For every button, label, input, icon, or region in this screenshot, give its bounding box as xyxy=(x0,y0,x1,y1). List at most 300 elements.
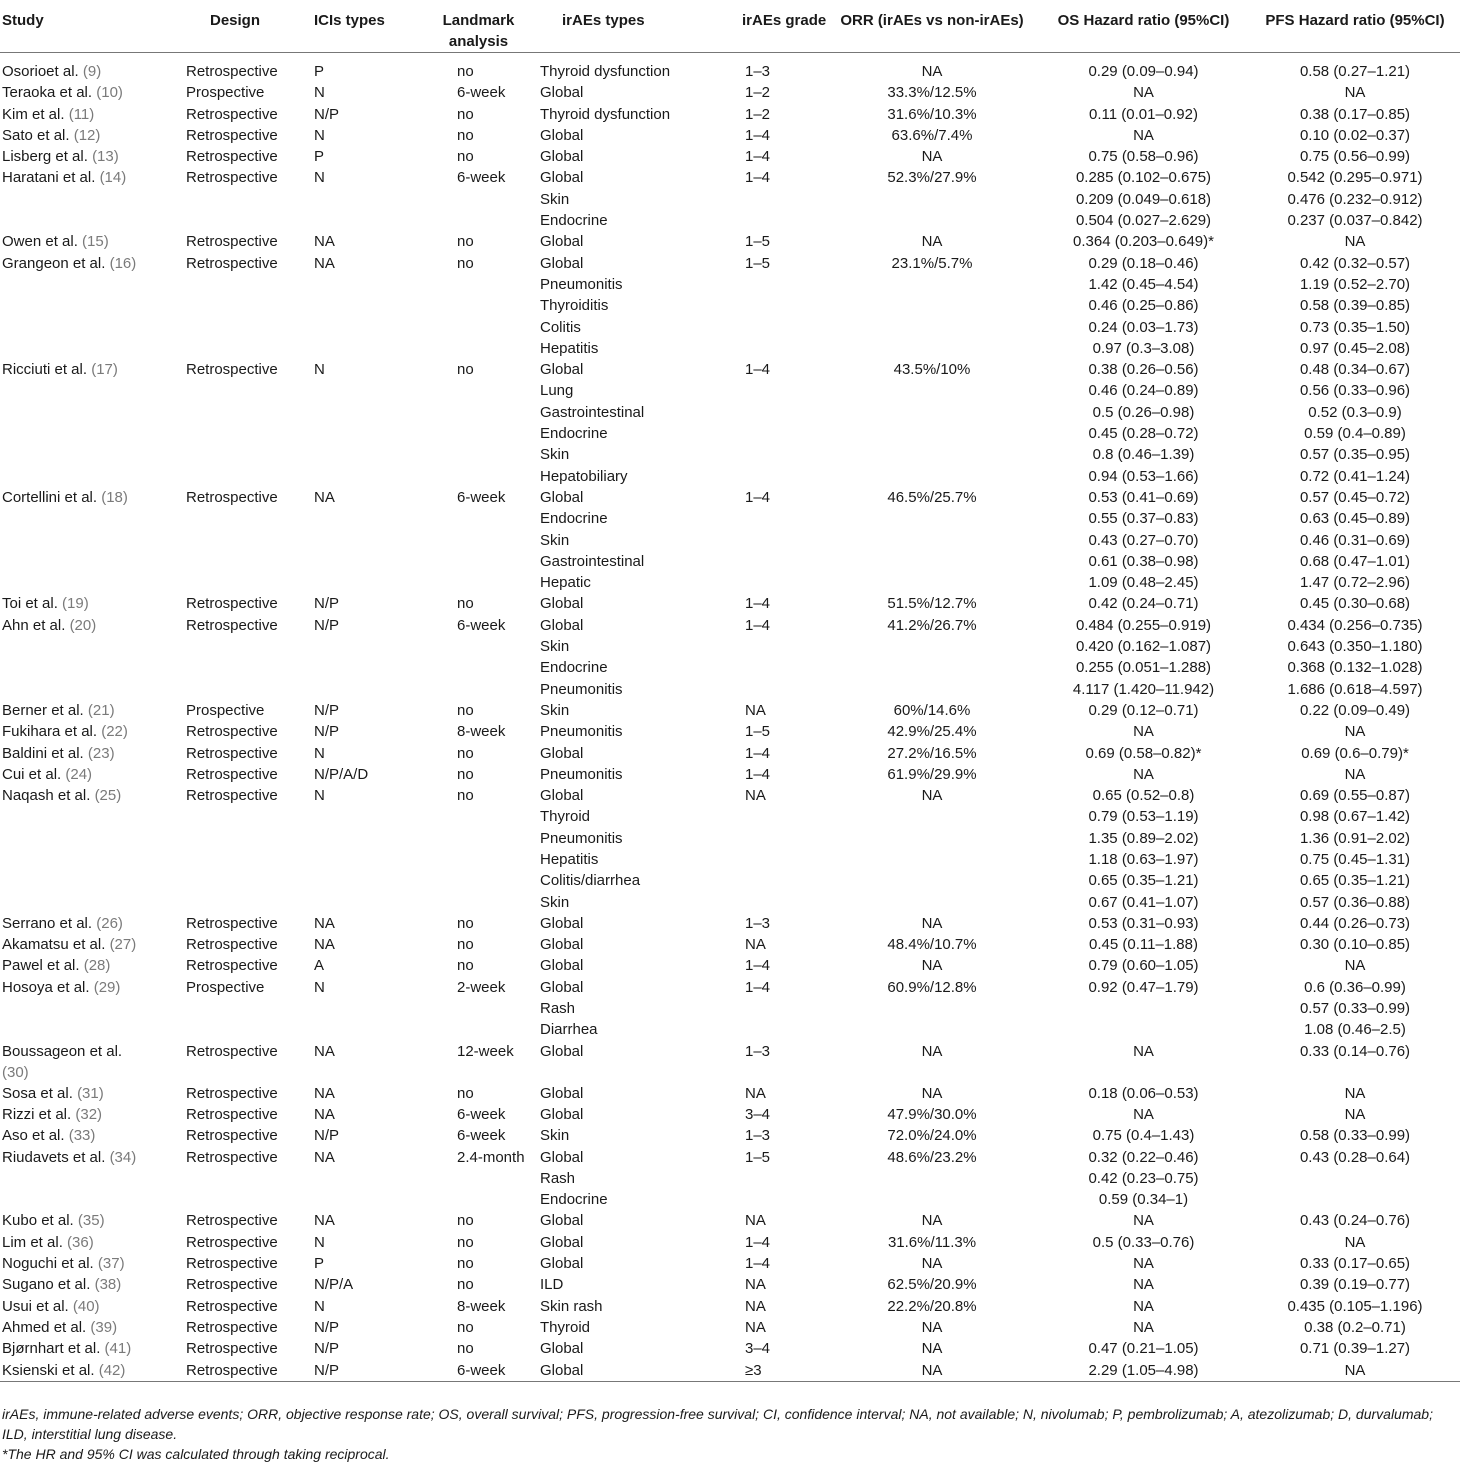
cell-landmark: 6-week xyxy=(457,1127,506,1145)
cell-icis-types: N/P xyxy=(314,1318,340,1336)
cell-os-hr: 0.29 (0.18–0.46) xyxy=(1088,254,1199,272)
cell-icis-types xyxy=(314,295,422,316)
cell-landmark xyxy=(422,849,535,870)
cell-os-hr: 0.94 (0.53–1.66) xyxy=(1088,467,1199,485)
reference-link[interactable]: (41) xyxy=(104,1340,132,1358)
reference-link[interactable]: (35) xyxy=(77,1212,105,1230)
reference-link[interactable]: (32) xyxy=(75,1105,103,1123)
reference-link[interactable]: (18) xyxy=(101,488,128,506)
cell-os-hr: NA xyxy=(1133,1042,1154,1060)
reference-link[interactable]: (34) xyxy=(109,1148,137,1166)
cell-pfs-hr: 0.98 (0.67–1.42) xyxy=(1299,808,1411,826)
cell-irae-type: Skin xyxy=(540,701,570,719)
cell-study xyxy=(0,1019,186,1040)
cell-pfs-hr: NA xyxy=(1250,1360,1460,1382)
cell-orr: 46.5%/25.7% xyxy=(887,488,977,506)
cell-icis-types xyxy=(314,210,422,231)
reference-link[interactable]: (22) xyxy=(101,723,128,741)
cell-irae-grade: 1–4 xyxy=(745,488,771,506)
cell-irae-grade: 1–4 xyxy=(745,616,771,634)
cell-pfs-hr: 0.59 (0.4–0.89) xyxy=(1304,425,1406,443)
header-study: Study xyxy=(0,0,186,53)
cell-pfs-hr: 0.434 (0.256–0.735) xyxy=(1287,616,1423,634)
study-name: Sugano et al. xyxy=(2,1276,91,1294)
table-row xyxy=(0,1168,1460,1189)
cell-irae-grade: NA xyxy=(745,1318,766,1336)
cell-irae-type: Global xyxy=(540,169,584,187)
cell-icis-types: N/P/A xyxy=(314,1276,354,1294)
cell-orr xyxy=(827,828,1037,849)
cell-design: Retrospective xyxy=(186,1340,278,1358)
cell-study xyxy=(0,913,186,934)
cell-icis-types: N/P xyxy=(314,1127,340,1145)
cell-design xyxy=(186,189,314,210)
cell-study xyxy=(0,380,186,401)
cell-os-hr: 0.46 (0.25–0.86) xyxy=(1088,297,1199,315)
cell-orr: NA xyxy=(921,148,943,166)
cell-design: Retrospective xyxy=(186,1042,278,1060)
table-row xyxy=(0,1232,1460,1253)
cell-icis-types: N xyxy=(314,1297,325,1315)
cell-design: Retrospective xyxy=(186,148,278,166)
cell-os-hr xyxy=(1037,998,1250,1019)
cell-irae-grade: 1–4 xyxy=(745,744,771,762)
table-row xyxy=(0,913,1460,934)
study-name: Ahmed et al. xyxy=(2,1318,87,1336)
cell-pfs-hr: 0.33 (0.17–0.65) xyxy=(1299,1255,1411,1273)
cell-landmark xyxy=(422,828,535,849)
cell-landmark: no xyxy=(457,701,474,719)
cell-icis-types: A xyxy=(314,957,325,975)
cell-icis-types xyxy=(314,508,422,529)
cell-design xyxy=(186,210,314,231)
cell-landmark xyxy=(422,380,535,401)
cell-orr xyxy=(827,423,1037,444)
cell-irae-grade: NA xyxy=(745,701,766,719)
cell-study xyxy=(0,210,186,231)
cell-design xyxy=(186,423,314,444)
study-name: Sosa et al. xyxy=(2,1084,73,1102)
cell-design xyxy=(186,679,314,700)
cell-pfs-hr: 0.72 (0.41–1.24) xyxy=(1299,467,1411,485)
cell-os-hr: 0.5 (0.26–0.98) xyxy=(1092,403,1195,421)
cell-irae-type: Global xyxy=(540,1148,584,1166)
study-name: Fukihara et al. xyxy=(2,723,98,741)
cell-landmark: no xyxy=(457,1212,474,1230)
cell-icis-types xyxy=(314,1168,422,1189)
table-row xyxy=(0,104,1460,125)
cell-study xyxy=(0,849,186,870)
reference-link[interactable]: (13) xyxy=(92,148,119,166)
cell-pfs-hr: 0.58 (0.33–0.99) xyxy=(1299,1127,1411,1145)
cell-irae-grade xyxy=(703,870,827,891)
cell-irae-type: Global xyxy=(540,787,584,805)
reference-link[interactable]: (39) xyxy=(90,1318,118,1336)
cell-irae-grade xyxy=(703,402,827,423)
cell-irae-grade: 3–4 xyxy=(745,1105,771,1123)
table-row xyxy=(0,593,1460,614)
reference-link[interactable]: (36) xyxy=(67,1233,94,1251)
cell-pfs-hr xyxy=(1250,1189,1460,1210)
reference-link[interactable]: (37) xyxy=(97,1255,125,1273)
cell-icis-types: P xyxy=(314,148,325,166)
cell-landmark: no xyxy=(457,1233,474,1251)
reference-link[interactable]: (29) xyxy=(93,978,121,996)
cell-os-hr: 0.38 (0.26–0.56) xyxy=(1088,361,1199,379)
cell-os-hr: 0.18 (0.06–0.53) xyxy=(1088,1084,1199,1102)
cell-pfs-hr: 0.57 (0.45–0.72) xyxy=(1299,488,1411,506)
cell-study xyxy=(0,934,186,955)
table-body xyxy=(0,53,1460,1382)
cell-study xyxy=(0,444,186,465)
table-row xyxy=(0,423,1460,444)
cell-orr: 72.0%/24.0% xyxy=(887,1127,977,1145)
cell-irae-type: Skin xyxy=(540,531,570,549)
cell-os-hr: 0.209 (0.049–0.618) xyxy=(1075,190,1212,208)
study-name: Serrano et al. xyxy=(2,914,93,932)
cell-irae-type: Pneumonitis xyxy=(540,680,623,698)
cell-icis-types: N xyxy=(314,169,325,187)
cell-orr: NA xyxy=(921,914,943,932)
cell-irae-type: Skin xyxy=(540,446,570,464)
cell-orr xyxy=(827,657,1037,678)
cell-os-hr: NA xyxy=(1133,723,1154,741)
cell-pfs-hr: 0.476 (0.232–0.912) xyxy=(1287,190,1423,208)
cell-pfs-hr: 1.36 (0.91–2.02) xyxy=(1299,829,1411,847)
cell-os-hr: NA xyxy=(1133,84,1154,102)
cell-icis-types: N/P xyxy=(314,616,340,634)
cell-pfs-hr: 0.69 (0.6–0.79)* xyxy=(1301,744,1409,762)
cell-design: Retrospective xyxy=(186,1148,278,1166)
reference-link[interactable]: (16) xyxy=(109,254,137,272)
study-name: Hosoya et al. xyxy=(2,978,90,996)
header-iraes-types: irAEs types xyxy=(535,0,703,53)
study-name: Aso et al. xyxy=(2,1127,65,1145)
table-row xyxy=(0,870,1460,891)
cell-orr xyxy=(827,551,1037,572)
cell-os-hr: 2.29 (1.05–4.98) xyxy=(1037,1360,1250,1382)
cell-pfs-hr: 1.686 (0.618–4.597) xyxy=(1287,680,1423,698)
cell-os-hr: 0.61 (0.38–0.98) xyxy=(1088,552,1199,570)
cell-icis-types xyxy=(314,274,422,295)
cell-icis-types: NA xyxy=(314,1148,335,1166)
cell-os-hr: 0.255 (0.051–1.288) xyxy=(1075,659,1212,677)
table-row xyxy=(0,828,1460,849)
cell-pfs-hr: 0.65 (0.35–1.21) xyxy=(1299,872,1411,890)
cell-os-hr: 1.18 (0.63–1.97) xyxy=(1088,850,1199,868)
cell-irae-grade xyxy=(703,572,827,593)
reference-link[interactable]: (33) xyxy=(68,1127,96,1145)
cell-irae-grade: 1–2 xyxy=(745,105,771,123)
reference-link[interactable]: (23) xyxy=(87,744,115,762)
cell-icis-types: NA xyxy=(314,233,335,251)
reference-link[interactable]: (21) xyxy=(87,701,115,719)
cell-orr: 47.9%/30.0% xyxy=(887,1105,977,1123)
table-row xyxy=(0,1083,1460,1104)
reference-link[interactable]: (12) xyxy=(73,126,101,144)
reference-link[interactable]: (31) xyxy=(77,1084,104,1102)
cell-icis-types xyxy=(314,870,422,891)
table-row xyxy=(0,1125,1460,1146)
reference-link[interactable]: (11) xyxy=(68,105,95,123)
cell-pfs-hr: 0.33 (0.14–0.76) xyxy=(1299,1042,1411,1060)
cell-landmark: no xyxy=(457,1255,474,1273)
table-row xyxy=(0,146,1460,167)
table-row xyxy=(0,785,1460,806)
cell-study xyxy=(0,743,186,764)
cell-irae-type: Skin xyxy=(540,638,570,656)
cell-study xyxy=(0,1125,186,1146)
cell-design xyxy=(186,998,314,1019)
cell-pfs-hr: 0.58 (0.39–0.85) xyxy=(1299,297,1411,315)
cell-design: Prospective xyxy=(186,701,265,719)
cell-irae-grade xyxy=(703,1189,827,1210)
cell-study xyxy=(0,700,186,721)
study-name: Pawel et al. xyxy=(2,957,80,975)
cell-irae-grade: ≥3 xyxy=(703,1360,827,1382)
table-row xyxy=(0,892,1460,913)
cell-irae-type: Gastrointestinal xyxy=(540,403,645,421)
cell-landmark: 6-week xyxy=(457,84,506,102)
cell-irae-type: Skin xyxy=(540,190,570,208)
table-row xyxy=(0,295,1460,316)
cell-pfs-hr: 0.38 (0.17–0.85) xyxy=(1299,105,1411,123)
cell-orr: 42.9%/25.4% xyxy=(887,723,977,741)
cell-orr xyxy=(827,679,1037,700)
cell-design: Retrospective xyxy=(186,105,278,123)
cell-study xyxy=(0,1189,186,1210)
cell-study xyxy=(0,295,186,316)
cell-study xyxy=(0,231,186,252)
cell-landmark: no xyxy=(457,105,474,123)
cell-landmark: 6-week xyxy=(457,616,506,634)
study-name: Riudavets et al. xyxy=(2,1148,106,1166)
cell-landmark xyxy=(422,870,535,891)
cell-icis-types xyxy=(314,402,422,423)
cell-orr xyxy=(827,1019,1037,1040)
cell-design: Retrospective xyxy=(186,488,278,506)
cell-landmark: 2-week xyxy=(457,978,506,996)
cell-os-hr: 0.65 (0.52–0.8) xyxy=(1092,787,1195,805)
cell-os-hr: 1.35 (0.89–2.02) xyxy=(1088,829,1199,847)
cell-irae-type: Global xyxy=(540,978,584,996)
table-row xyxy=(0,1274,1460,1295)
cell-landmark xyxy=(422,551,535,572)
cell-irae-type: Hepatitis xyxy=(540,850,599,868)
reference-link[interactable]: (26) xyxy=(96,914,123,932)
cell-pfs-hr: 0.46 (0.31–0.69) xyxy=(1299,531,1411,549)
cell-landmark: 8-week xyxy=(457,1297,506,1315)
cell-study xyxy=(0,1210,186,1231)
cell-design: Retrospective xyxy=(186,254,278,272)
cell-irae-type: Hepatobiliary xyxy=(540,467,628,485)
cell-design: Prospective xyxy=(186,978,265,996)
table-row xyxy=(0,402,1460,423)
cell-landmark xyxy=(422,657,535,678)
table-row xyxy=(0,167,1460,188)
cell-pfs-hr: 0.75 (0.45–1.31) xyxy=(1299,850,1411,868)
cell-irae-grade: NA xyxy=(745,1212,766,1230)
table-row xyxy=(0,82,1460,103)
cell-irae-type: Endocrine xyxy=(540,659,608,677)
cell-orr: NA xyxy=(921,63,943,80)
cell-irae-grade xyxy=(703,210,827,231)
cell-landmark: no xyxy=(457,936,474,954)
cell-irae-grade: 1–3 xyxy=(745,914,771,932)
cell-irae-grade: 3–4 xyxy=(745,1340,771,1358)
cell-orr: 52.3%/27.9% xyxy=(887,169,977,187)
cell-study xyxy=(0,551,186,572)
cell-design: Retrospective xyxy=(186,957,278,975)
reference-link[interactable]: (25) xyxy=(94,787,122,805)
cell-orr: NA xyxy=(921,233,943,251)
cell-pfs-hr: 0.71 (0.39–1.27) xyxy=(1299,1340,1411,1358)
reference-link[interactable]: (42) xyxy=(98,1361,126,1379)
table-row xyxy=(0,955,1460,976)
cell-design xyxy=(186,892,314,913)
cell-landmark xyxy=(422,189,535,210)
cell-study xyxy=(0,53,186,83)
cell-icis-types xyxy=(314,444,422,465)
cell-orr: 41.2%/26.7% xyxy=(887,616,977,634)
cell-irae-type: Global xyxy=(540,1233,584,1251)
cell-orr xyxy=(827,466,1037,487)
cell-landmark: no xyxy=(457,1340,474,1358)
cell-os-hr: NA xyxy=(1133,1105,1154,1123)
cell-landmark xyxy=(422,679,535,700)
reference-link[interactable]: (10) xyxy=(96,84,123,102)
study-name: Lim et al. xyxy=(2,1233,63,1251)
cell-irae-type: Global xyxy=(540,1084,584,1102)
cell-irae-grade xyxy=(703,551,827,572)
reference-link[interactable]: (27) xyxy=(109,936,137,954)
cell-study xyxy=(0,82,186,103)
reference-link[interactable]: (28) xyxy=(83,957,111,975)
table-row xyxy=(0,551,1460,572)
cell-irae-type: Thyroid dysfunction xyxy=(540,105,671,123)
table-row xyxy=(0,466,1460,487)
cell-pfs-hr: 0.42 (0.32–0.57) xyxy=(1299,254,1411,272)
table-row xyxy=(0,253,1460,274)
study-name: Teraoka et al. xyxy=(2,84,93,102)
cell-pfs-hr: 0.57 (0.36–0.88) xyxy=(1299,893,1411,911)
cell-landmark: no xyxy=(457,1276,474,1294)
cell-os-hr: 0.59 (0.34–1) xyxy=(1098,1191,1189,1209)
cell-irae-type: Global xyxy=(540,254,584,272)
cell-irae-grade xyxy=(703,892,827,913)
cell-orr: NA xyxy=(921,1042,943,1060)
cell-irae-grade xyxy=(703,380,827,401)
cell-icis-types xyxy=(314,423,422,444)
cell-study xyxy=(0,1317,186,1338)
cell-irae-type: Global xyxy=(540,84,584,102)
cell-pfs-hr: 0.58 (0.27–1.21) xyxy=(1299,63,1411,80)
cell-icis-types: N xyxy=(314,84,325,102)
cell-orr xyxy=(827,380,1037,401)
cell-os-hr: 0.75 (0.58–0.96) xyxy=(1088,148,1199,166)
cell-design: Retrospective xyxy=(186,1297,278,1315)
cell-pfs-hr: 0.643 (0.350–1.180) xyxy=(1287,638,1423,656)
cell-pfs-hr: 0.45 (0.30–0.68) xyxy=(1299,595,1411,613)
cell-design: Retrospective xyxy=(186,723,278,741)
cell-os-hr: 0.24 (0.03–1.73) xyxy=(1088,318,1199,336)
reference-link[interactable]: (15) xyxy=(82,233,109,251)
table-row xyxy=(0,487,1460,508)
reference-link[interactable]: (17) xyxy=(91,361,118,379)
cell-pfs-hr: 0.237 (0.037–0.842) xyxy=(1287,212,1423,230)
cell-landmark: 6-week xyxy=(457,1105,506,1123)
reference-link[interactable]: (14) xyxy=(99,169,127,187)
cell-icis-types xyxy=(314,189,422,210)
cell-os-hr: 4.117 (1.420–11.942) xyxy=(1072,680,1215,698)
table-row xyxy=(0,572,1460,593)
cell-icis-types xyxy=(314,551,422,572)
cell-orr xyxy=(827,636,1037,657)
cell-landmark: 12-week xyxy=(457,1042,514,1060)
cell-orr xyxy=(827,508,1037,529)
cell-design xyxy=(186,828,314,849)
cell-icis-types xyxy=(314,380,422,401)
study-name: Akamatsu et al. xyxy=(2,936,106,954)
reference-link[interactable]: (9) xyxy=(82,63,102,80)
cell-pfs-hr: 0.75 (0.56–0.99) xyxy=(1299,148,1411,166)
cell-irae-type: Global xyxy=(540,1255,584,1273)
cell-study xyxy=(0,1360,186,1382)
cell-os-hr: 0.5 (0.33–0.76) xyxy=(1092,1233,1195,1251)
table-row xyxy=(0,934,1460,955)
cell-icis-types xyxy=(314,1189,422,1210)
cell-orr xyxy=(827,444,1037,465)
cell-study xyxy=(0,125,186,146)
cell-irae-grade xyxy=(703,849,827,870)
table-row xyxy=(0,764,1460,785)
cell-irae-grade: NA xyxy=(745,787,766,805)
cell-landmark xyxy=(422,572,535,593)
reference-link[interactable]: (38) xyxy=(94,1276,122,1294)
reference-link[interactable]: (19) xyxy=(62,595,89,613)
reference-link[interactable]: (24) xyxy=(65,765,93,783)
cell-study xyxy=(0,189,186,210)
cell-orr xyxy=(827,892,1037,913)
cell-landmark: no xyxy=(457,1084,474,1102)
cell-landmark: no xyxy=(457,914,474,932)
cell-os-hr: 0.45 (0.11–1.88) xyxy=(1089,936,1198,954)
table-row xyxy=(0,317,1460,338)
cell-irae-grade xyxy=(703,1168,827,1189)
cell-irae-type: Thyroid xyxy=(540,808,591,826)
cell-irae-type: Skin rash xyxy=(540,1297,603,1315)
cell-landmark: no xyxy=(457,744,474,762)
cell-study xyxy=(0,806,186,827)
cell-pfs-hr: 1.08 (0.46–2.5) xyxy=(1304,1021,1406,1039)
cell-landmark: no xyxy=(457,595,474,613)
cell-landmark: no xyxy=(457,63,474,80)
cell-irae-type: Diarrhea xyxy=(540,1021,598,1039)
reference-link[interactable]: (40) xyxy=(72,1297,100,1315)
reference-link[interactable]: (30) xyxy=(2,1063,29,1081)
cell-landmark xyxy=(422,444,535,465)
cell-landmark xyxy=(422,317,535,338)
cell-pfs-hr: 0.69 (0.55–0.87) xyxy=(1299,787,1411,805)
cell-pfs-hr: NA xyxy=(1344,233,1366,251)
cell-irae-grade xyxy=(703,189,827,210)
cell-icis-types: N xyxy=(314,361,325,379)
cell-study xyxy=(0,402,186,423)
cell-os-hr: 1.42 (0.45–4.54) xyxy=(1088,275,1199,293)
cell-pfs-hr: NA xyxy=(1344,723,1366,741)
reference-link[interactable]: (20) xyxy=(69,616,97,634)
cell-design: Retrospective xyxy=(186,361,278,379)
